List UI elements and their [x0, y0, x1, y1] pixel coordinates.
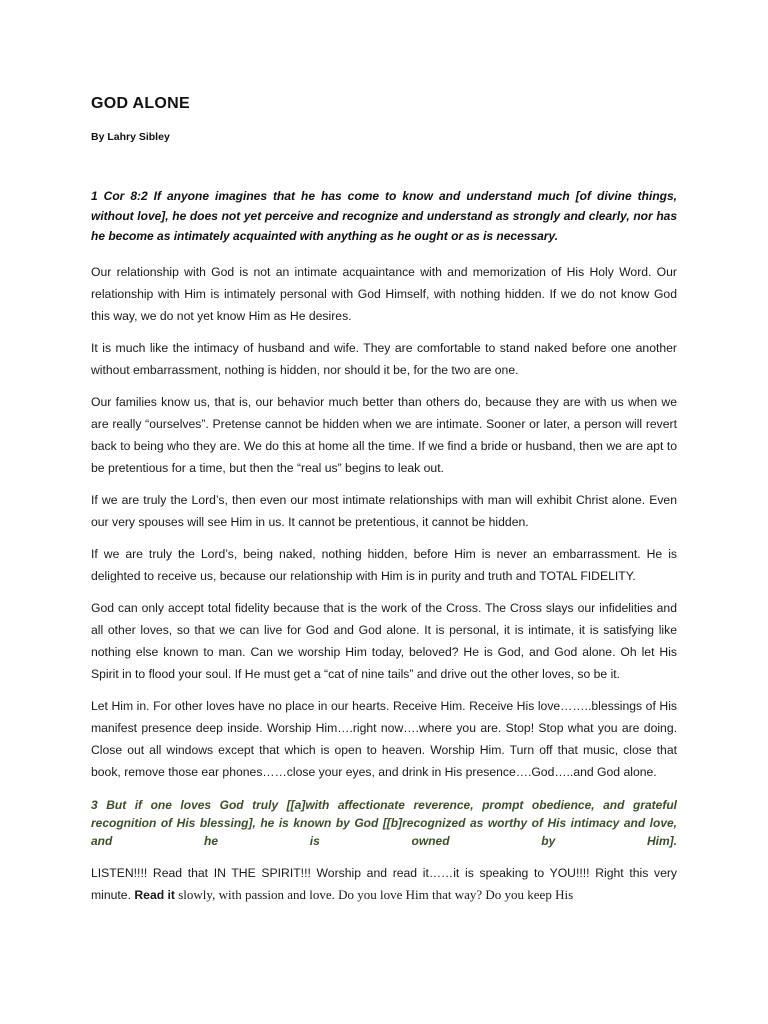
document-body [91, 94, 677, 906]
listen-paragraph [91, 862, 677, 906]
scripture-verse-3: 3 But if one loves God truly [[a]with affectionate reverence, prompt obedience, and grateful recognition of His blessing], he is known by God [[b]recognized as worthy of His intimacy and love, and he is owned by Him]. [91, 798, 677, 848]
paragraph-7: Let Him in. For other loves have no place in our hearts. Receive Him. Receive His love……..blessings of His manifest presence deep inside. Worship Him….right now….where you are. Stop! Stop what you are doing. Close out all windows except that which is open to heaven. Worship Him. Turn off that music, close that book, remove those ear phones……close your eyes, and drink in His presence….God…..and God alone. [91, 699, 677, 779]
paragraph-6: God can only accept total fidelity because that is the work of the Cross. The Cross slays our infidelities and all other loves, so that we can live for God and God alone. It is personal, it is intimate, it is satisfying like nothing else known to man. Can we worship Him today, beloved? He is God, and God alone. Oh let His Spirit in to flood your soul. If He must get a “cat of nine tails” and drive out the other loves, so be it. [91, 601, 677, 681]
paragraph-4: If we are truly the Lord’s, then even our most intimate relationships with man will exhibit Christ alone. Even our very spouses will see Him in us. It cannot be pretentious, it cannot be hidden. [91, 493, 677, 529]
scripture-1-cor-8-2: 1 Cor 8:2 If anyone imagines that he has come to know and understand much [of divine things, without love], he does not yet perceive and recognize and understand as strongly and clearly, nor has he become as intimately acquainted with anything as he ought or as is necessary. [91, 189, 677, 243]
author-byline: By Lahry Sibley [91, 131, 170, 143]
listen-text-read-it: Read it [134, 888, 175, 902]
listen-text-part3: slowly, with passion and love. Do you love Him that way? Do you keep His [175, 887, 574, 902]
listen-text-part1: LISTEN!!!! Read that IN THE SPIRIT!!! Worship and read it……it is speaking to YOU!!!! Right this very minute. [91, 866, 677, 902]
paragraph-3: Our families know us, that is, our behavior much better than others do, because they are with us when we are really “ourselves”. Pretense cannot be hidden when we are intimate. Sooner or later, a person will revert back to being who they are. We do this at home all the time. If we find a bride or husband, then we are apt to be pretentious for a time, but then the “real us” begins to leak out. [91, 395, 677, 475]
paragraph-1: Our relationship with God is not an intimate acquaintance with and memorization of His Holy Word. Our relationship with Him is intimately personal with God Himself, with nothing hidden. If we do not know God this way, we do not yet know Him as He desires. [91, 265, 677, 323]
paragraph-2: It is much like the intimacy of husband and wife. They are comfortable to stand naked before one another without embarrassment, nothing is hidden, nor should it be, for the two are one. [91, 341, 677, 377]
paragraph-5: If we are truly the Lord’s, being naked, nothing hidden, before Him is never an embarrassment. He is delighted to receive us, because our relationship with Him is in purity and truth and TOTAL FIDELITY. [91, 547, 677, 583]
document-title: GOD ALONE [91, 95, 190, 112]
